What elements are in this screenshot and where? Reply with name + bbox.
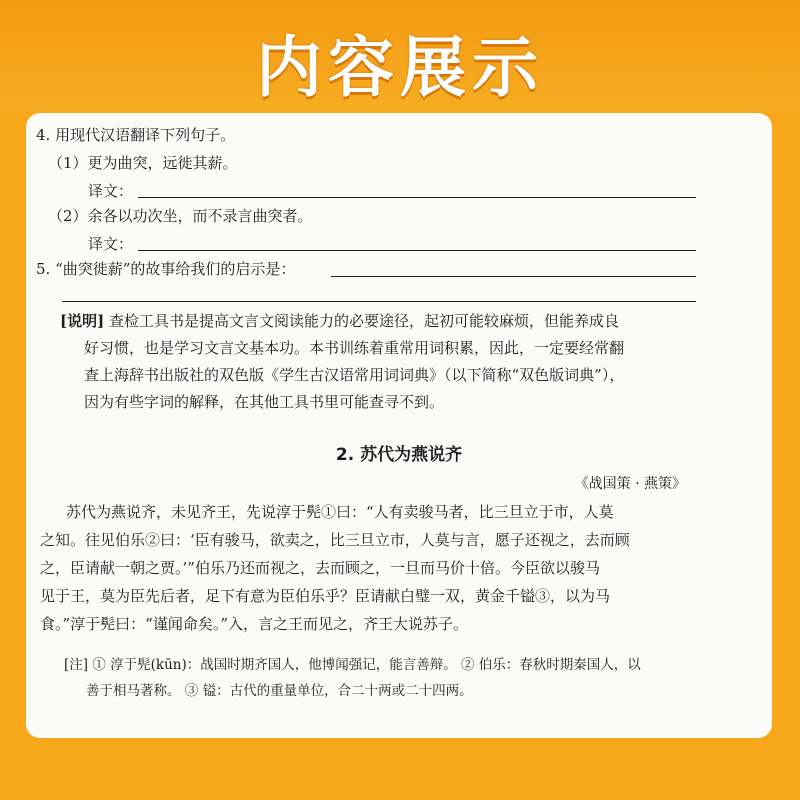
banner-title: 内容展示 bbox=[256, 29, 544, 106]
passage-line: 食。”淳于髡曰：“谨闻命矣。”入，言之王而见之，齐王大说苏子。 bbox=[40, 615, 469, 633]
explanation-line-4: 因为有些字词的解释，在其他工具书里可能查寻不到。 bbox=[84, 393, 445, 411]
answer-line-3 bbox=[331, 276, 696, 277]
explanation-line-3: 查上海辞书出版社的双色版《学生古汉语常用词词典》（以下简称“双色版词典”）， bbox=[84, 366, 625, 384]
explanation-line-1: 查检工具书是提高文言文阅读能力的必要途径，起初可能较麻烦，但能养成良 bbox=[108, 312, 619, 330]
question-4-1: （1）更为曲突，远徙其薪。 bbox=[48, 154, 238, 172]
answer-line-4 bbox=[62, 301, 696, 302]
passage-title: 2. 苏代为燕说齐 bbox=[335, 445, 463, 465]
banner bbox=[0, 0, 800, 112]
explanation-line-2: 好习惯，也是学习文言文基本功。本书训练着重常用词积累，因此，一定要经常翻 bbox=[84, 339, 625, 357]
question-4-2: （2）余各以功次坐，而不录言曲突者。 bbox=[48, 207, 313, 225]
passage-line: 之知。往见伯乐②曰：‘臣有骏马，欲卖之，比三旦立市，人莫与言，愿子还视之，去而顾 bbox=[40, 531, 630, 549]
answer-line-2 bbox=[138, 250, 696, 251]
notes-line-2: 善于相马著称。 ③ 镒：古代的重量单位，合二十两或二十四两。 bbox=[86, 683, 473, 699]
translation-label-1: 译文： bbox=[88, 182, 134, 200]
passage-source: 《战国策 · 燕策》 bbox=[574, 476, 686, 492]
question-5: 5. “曲突徙薪”的故事给我们的启示是： bbox=[36, 260, 296, 278]
passage-line: 苏代为燕说齐，未见齐王，先说淳于髡①曰：“人有卖骏马者，比三旦立于市，人莫 bbox=[66, 503, 614, 521]
answer-line-1 bbox=[138, 197, 696, 198]
passage-line: 见于王，莫为臣先后者，足下有意为臣伯乐乎？臣请献白璧一双，黄金千镒③，以为马 bbox=[40, 587, 611, 605]
document-page bbox=[26, 113, 772, 738]
passage-line: 之，臣请献一朝之贾。’”伯乐乃还而视之，去而顾之，一旦而马价十倍。今臣欲以骏马 bbox=[40, 559, 600, 577]
translation-label-2: 译文： bbox=[88, 235, 134, 253]
question-4-title: 4. 用现代汉语翻译下列句子。 bbox=[36, 126, 236, 144]
explanation-label: [说明] bbox=[60, 312, 105, 330]
notes-line-1: [注] ① 淳于髡(kūn)：战国时期齐国人，他博闻强记，能言善辩。 ② 伯乐：春秋时期秦国人，以 bbox=[64, 657, 641, 673]
